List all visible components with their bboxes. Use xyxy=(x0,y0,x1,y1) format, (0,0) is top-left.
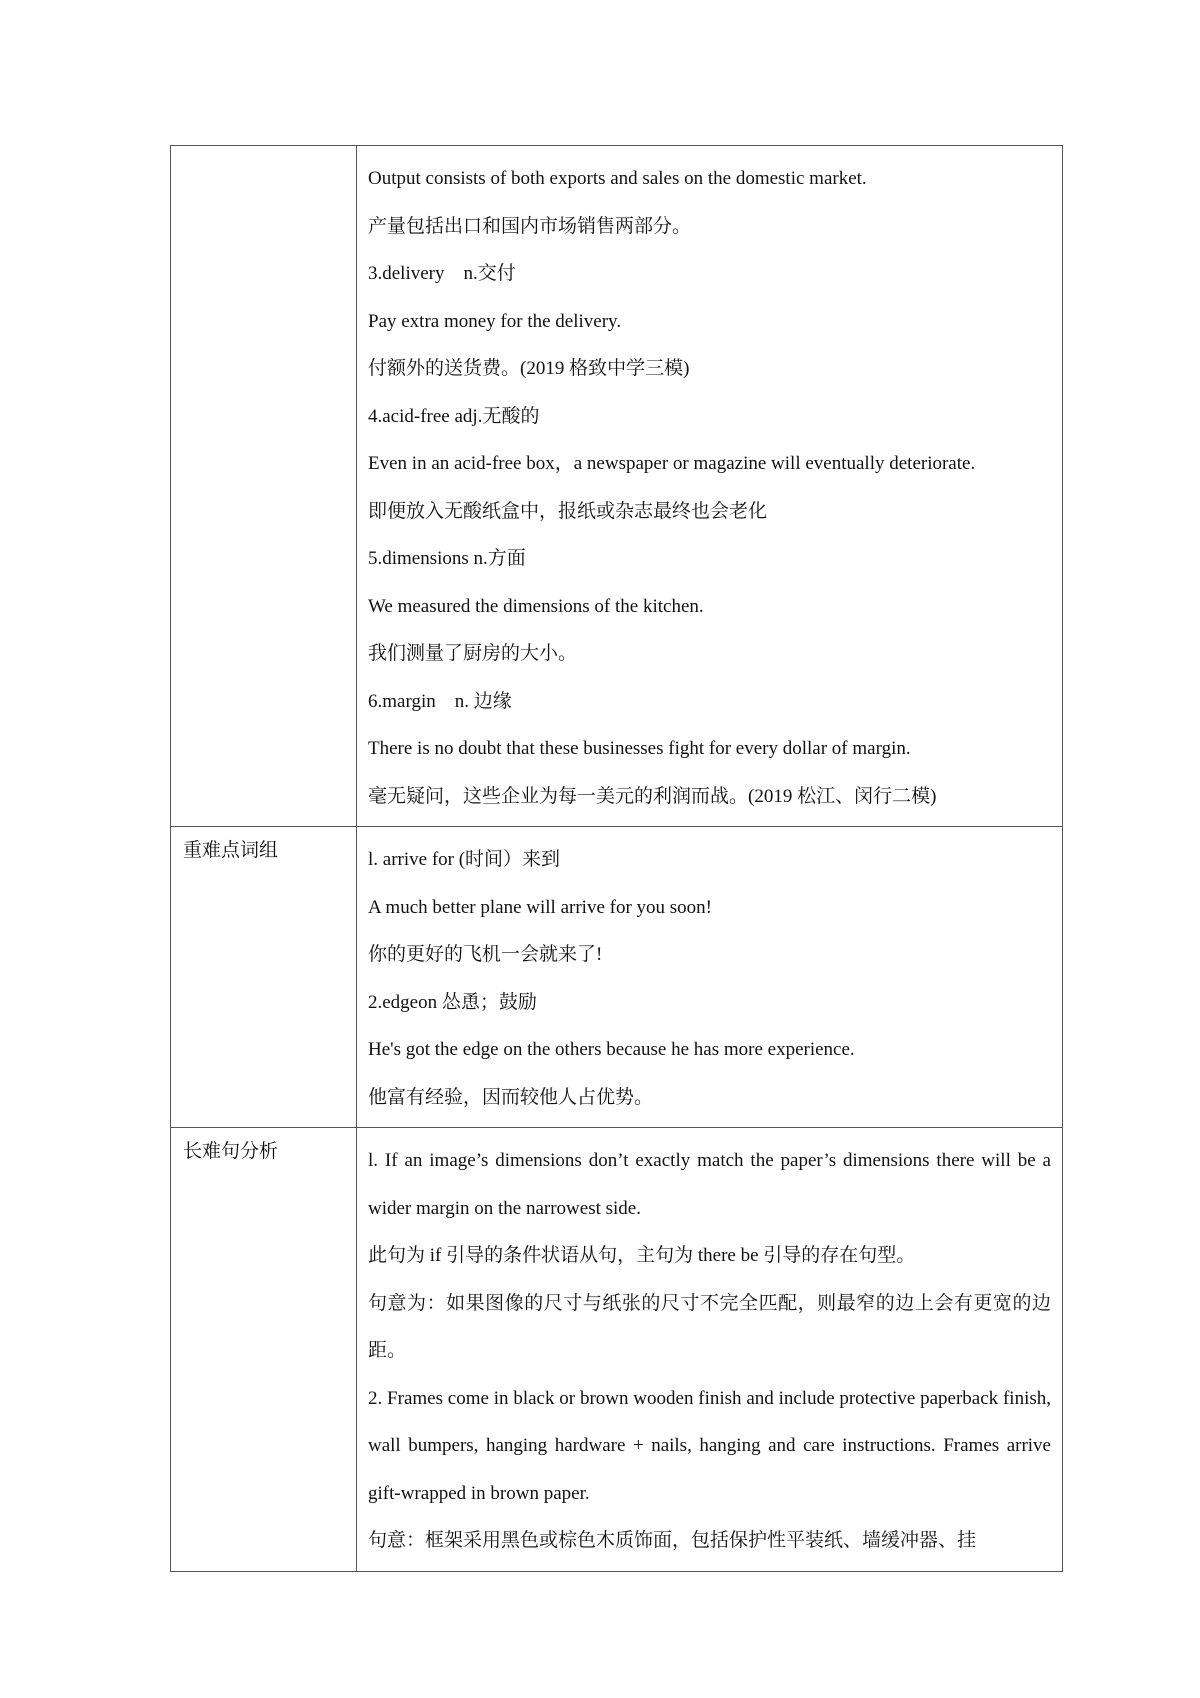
text-line: 产量包括出口和国内市场销售两部分。 xyxy=(368,215,692,237)
row-label: 长难句分析 xyxy=(183,1141,279,1162)
row-content-cell xyxy=(357,827,1063,1128)
text-paragraph: 此句为 if 引导的条件状语从句，主句为 there be 引导的存在句型。 xyxy=(368,1245,916,1266)
text-paragraph: l. If an image’s dimensions don’t exactly match the paper’s dimensions there will be a wider margin on the narrowest side. xyxy=(368,1150,1051,1219)
text-paragraph: 2. Frames come in black or brown wooden finish and include protective paperback finish, wall bumpers, hanging hardware + nails, hanging and care instructions. Frames arrive gift-wrapped in brown paper. xyxy=(368,1387,1051,1504)
row-label-cell xyxy=(171,827,357,1128)
text-line: 付额外的送货费。(2019 格致中学三模) xyxy=(368,358,690,379)
text-line: We measured the dimensions of the kitchen. xyxy=(368,595,704,617)
text-line: 2.edgeon 怂恿；鼓励 xyxy=(368,991,537,1013)
text-line: Output consists of both exports and sales on the domestic market. xyxy=(368,168,867,189)
text-line: 4.acid-free adj.无酸的 xyxy=(368,405,540,427)
row-content-cell xyxy=(357,1128,1063,1572)
text-line: 6.margin n. 边缘 xyxy=(368,690,512,712)
row-label xyxy=(171,146,356,156)
text-paragraph: 句意：框架采用黑色或棕色木质饰面，包括保护性平装纸、墙缓冲器、挂 xyxy=(368,1530,977,1551)
row-content-cell xyxy=(357,146,1063,827)
text-line: 即便放入无酸纸盒中，报纸或杂志最终也会老化 xyxy=(368,500,768,522)
table-row xyxy=(171,827,1063,1128)
table-row xyxy=(171,1128,1063,1572)
text-line: A much better plane will arrive for you soon! xyxy=(368,896,713,918)
text-line: 5.dimensions n.方面 xyxy=(368,548,526,569)
row-label: 重难点词组 xyxy=(183,840,279,861)
row-label-cell xyxy=(171,1128,357,1572)
text-line: l. arrive for (时间）来到 xyxy=(368,849,561,870)
text-line: There is no doubt that these businesses fight for every dollar of margin. xyxy=(368,738,911,759)
text-line: 我们测量了厨房的大小。 xyxy=(368,643,578,664)
text-line: 3.delivery n.交付 xyxy=(368,263,516,284)
text-line: 你的更好的飞机一会就来了! xyxy=(368,944,603,965)
text-line: 毫无疑问，这些企业为每一美元的利润而战。(2019 松江、闵行二模) xyxy=(368,785,937,807)
text-line: Pay extra money for the delivery. xyxy=(368,310,622,332)
text-line: Even in an acid-free box，a newspaper or magazine will eventually deteriorate. xyxy=(368,453,976,474)
row-label-cell xyxy=(171,146,357,827)
content-table xyxy=(170,145,1063,1572)
text-line: He's got the edge on the others because he has more experience. xyxy=(368,1039,855,1060)
text-line: 他富有经验，因而较他人占优势。 xyxy=(368,1086,654,1108)
table-row xyxy=(171,146,1063,827)
text-paragraph: 句意为：如果图像的尺寸与纸张的尺寸不完全匹配，则最窄的边上会有更宽的边距。 xyxy=(368,1292,1051,1361)
